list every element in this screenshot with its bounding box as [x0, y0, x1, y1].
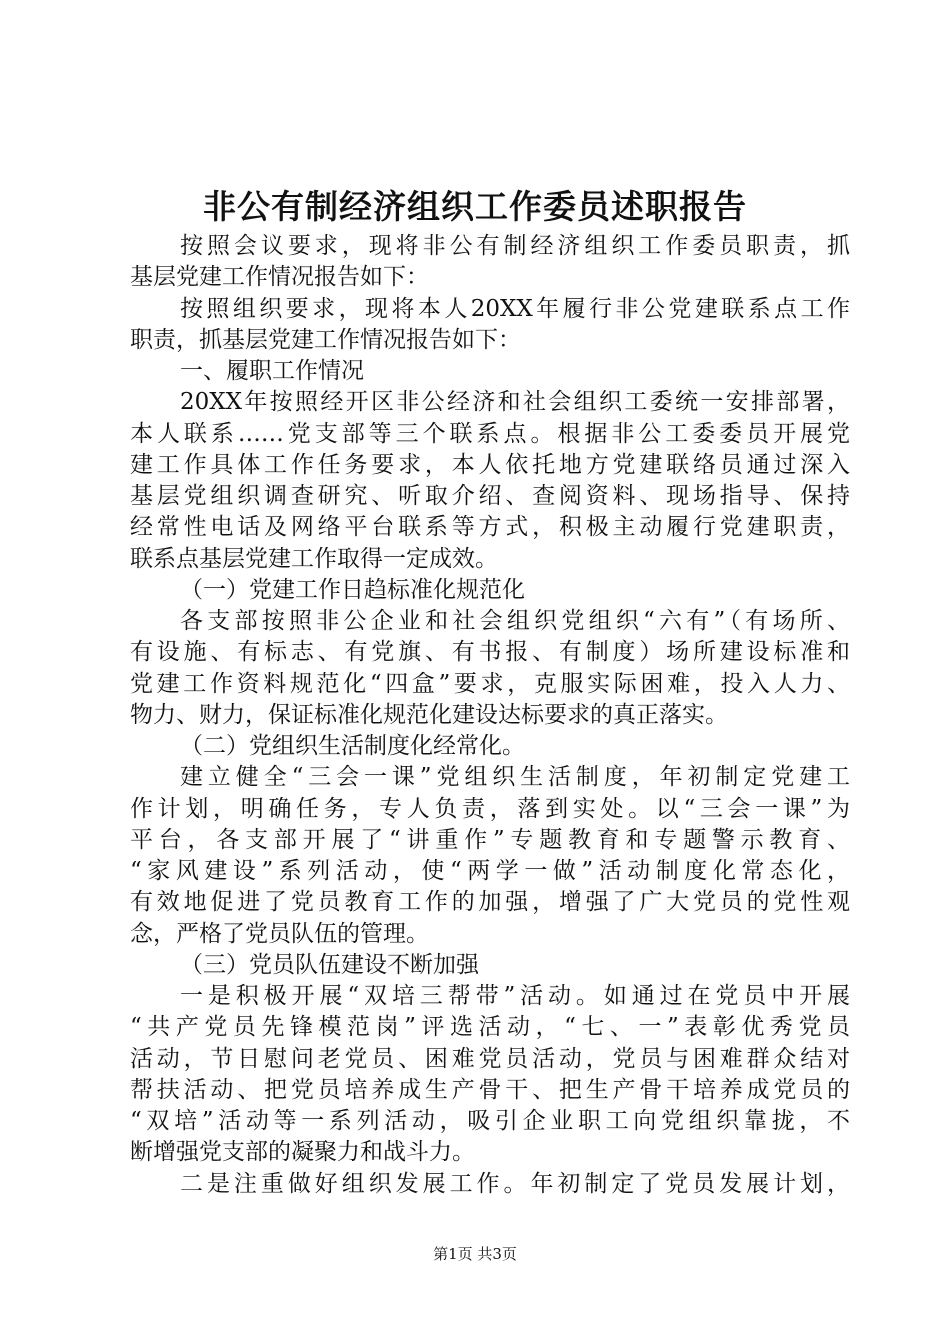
body-line: 建工作具体工作任务要求，本人依托地方党建联络员通过深入	[130, 451, 850, 478]
body-line: 有效地促进了党员教育工作的加强，增强了广大党员的党性观	[130, 889, 850, 916]
body-line: “家风建设”系列活动，使“两学一做”活动制度化常态化，	[130, 858, 850, 884]
body-line: 物力、财力，保证标准化规范化建设达标要求的真正落实。	[130, 701, 728, 728]
document-body	[130, 231, 850, 1200]
body-line: 有设施、有标志、有党旗、有书报、有制度）场所建设标准和	[130, 639, 850, 666]
body-line: 各支部按照非公企业和社会组织党组织“六有”（有场所、	[180, 608, 850, 634]
body-line: 经常性电话及网络平台联系等方式，积极主动履行党建职责，	[130, 514, 850, 541]
body-line: 职责，抓基层党建工作情况报告如下：	[130, 326, 521, 353]
page-footer: 第1页 共3页	[433, 1245, 517, 1263]
body-line: （一）党建工作日趋标准化规范化	[180, 576, 525, 603]
body-line: 断增强党支部的凝聚力和战斗力。	[130, 1139, 475, 1166]
body-line: 二是注重做好组织发展工作。年初制定了党员发展计划，	[180, 1170, 850, 1197]
body-line: 一是积极开展“双培三帮带”活动。如通过在党员中开展	[180, 983, 850, 1009]
document-title: 非公有制经济组织工作委员述职报告	[203, 187, 747, 226]
body-line: 基层党建工作情况报告如下：	[130, 264, 429, 291]
body-line: 联系点基层党建工作取得一定成效。	[130, 545, 498, 572]
body-line: 20XX年按照经开区非公经济和社会组织工委统一安排部署，	[180, 389, 850, 416]
body-line: 党建工作资料规范化“四盒”要求，克服实际困难，投入人力、	[130, 670, 850, 697]
body-line: 帮扶活动、把党员培养成生产骨干、把生产骨干培养成党员的	[130, 1076, 850, 1103]
body-line: 平台，各支部开展了“讲重作”专题教育和专题警示教育、	[130, 826, 850, 853]
body-line: （二）党组织生活制度化经常化。	[180, 733, 525, 759]
body-line: 一、履职工作情况	[180, 358, 364, 384]
body-line: 作计划，明确任务，专人负责，落到实处。以“三会一课”为	[130, 795, 850, 822]
body-line: “共产党员先锋模范岗”评选活动，“七、一”表彰优秀党员	[130, 1014, 850, 1041]
body-line: 建立健全“三会一课”党组织生活制度，年初制定党建工	[180, 764, 850, 791]
body-line: 按照组织要求，现将本人20XX年履行非公党建联系点工作	[180, 295, 850, 322]
body-line: （三）党员队伍建设不断加强	[180, 951, 479, 978]
body-line: 本人联系……党支部等三个联系点。根据非公工委委员开展党	[130, 420, 850, 447]
body-line: 活动，节日慰问老党员、困难党员活动，党员与困难群众结对	[130, 1045, 850, 1072]
body-line: 基层党组织调查研究、听取介绍、查阅资料、现场指导、保持	[130, 483, 850, 509]
body-line: 念，严格了党员队伍的管理。	[130, 920, 429, 947]
body-line: “双培”活动等一系列活动，吸引企业职工向党组织靠拢，不	[130, 1108, 850, 1134]
body-line: 按照会议要求，现将非公有制经济组织工作委员职责，抓	[180, 233, 850, 259]
